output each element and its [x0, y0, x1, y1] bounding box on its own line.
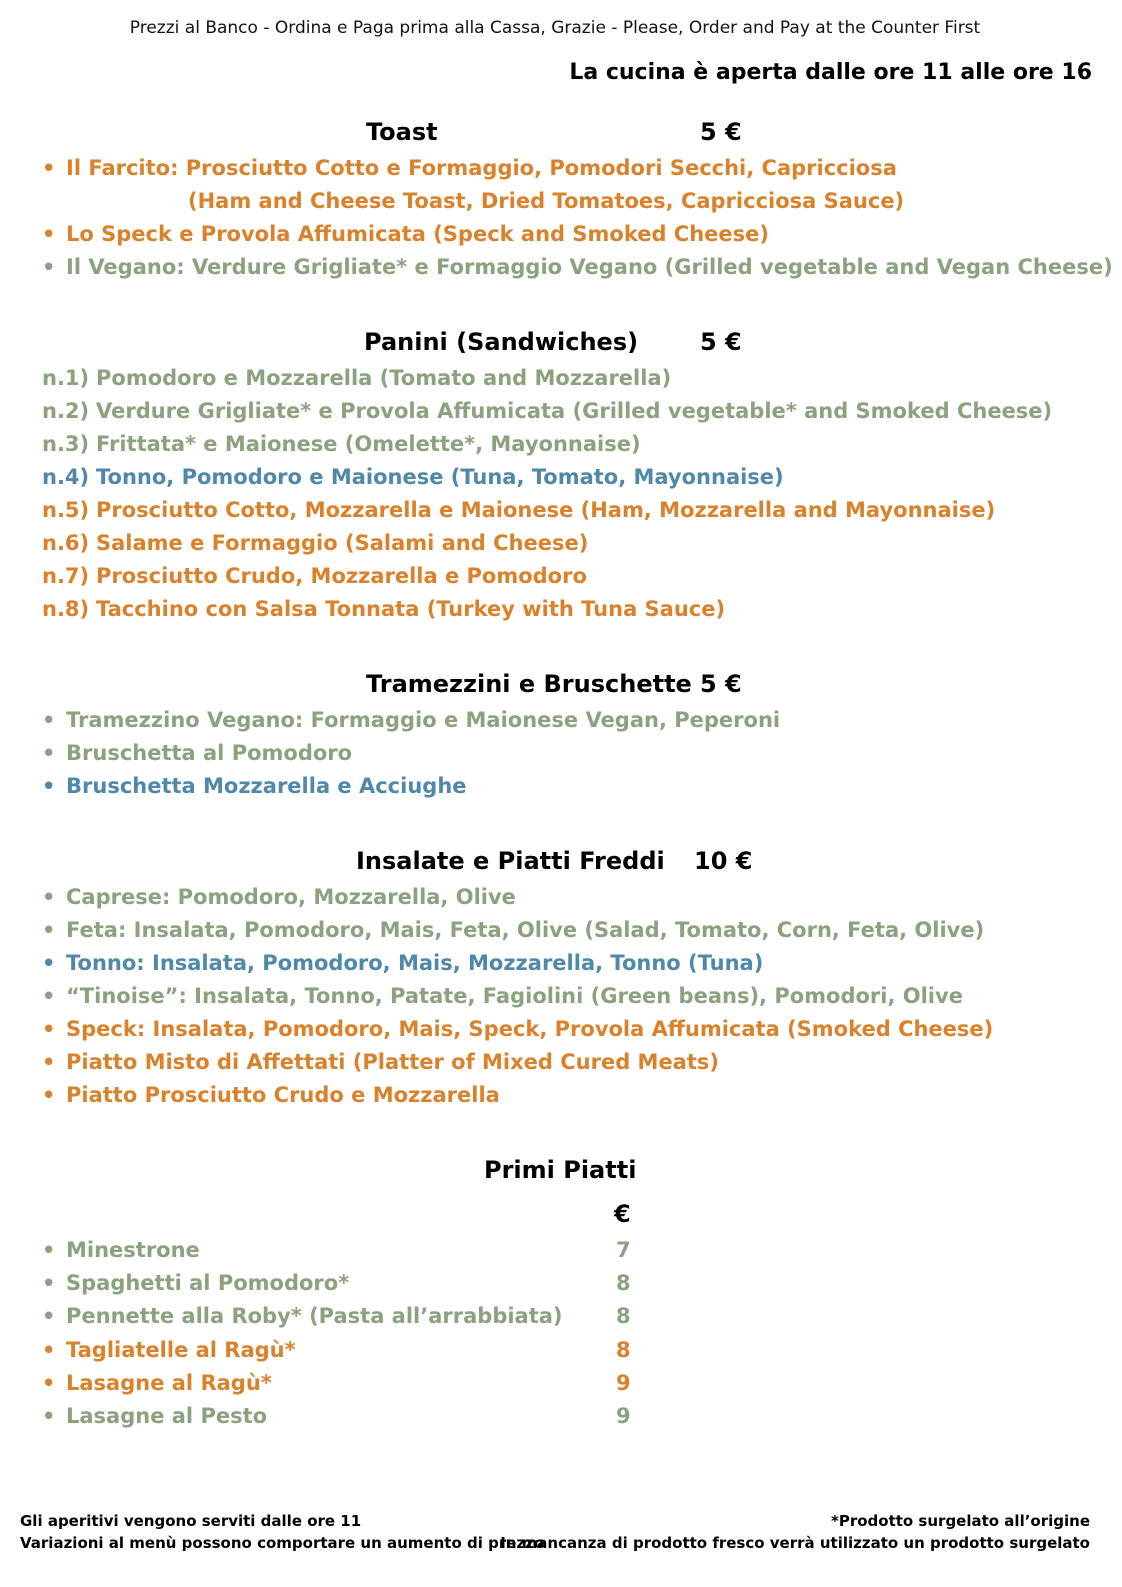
- menu-item-toast-1-translation: (Ham and Cheese Toast, Dried Tomatoes, Capricciosa Sauce): [188, 189, 905, 213]
- order-at-counter-notice: Prezzi al Banco - Ordina e Paga prima alla Cassa, Grazie - Please, Order and Pay at the Counter First: [129, 18, 981, 38]
- menu-item-primo-6-price: 9: [616, 1404, 631, 1428]
- bullet: •: [42, 1050, 56, 1074]
- section-title-tramezzini: Tramezzini e Bruschette: [366, 670, 692, 698]
- menu-item-primo-5: [42, 1369, 272, 1397]
- bullet: •: [42, 918, 56, 942]
- footer-fresh-product-note: In mancanza di prodotto fresco verrà utilizzato un prodotto surgelato: [500, 1534, 1090, 1552]
- item-text: Bruschetta al Pomodoro: [66, 741, 353, 765]
- menu-item-toast-2: [42, 220, 769, 248]
- section-price-panini: 5 €: [700, 328, 742, 356]
- bullet: •: [42, 1404, 56, 1428]
- item-text: Feta: Insalata, Pomodoro, Mais, Feta, Olive (Salad, Tomato, Corn, Feta, Olive): [66, 918, 985, 942]
- bullet: •: [42, 1304, 56, 1328]
- menu-item-primo-1-price: 7: [616, 1238, 631, 1262]
- section-title-insalate: Insalate e Piatti Freddi: [356, 847, 665, 875]
- section-price-toast: 5 €: [700, 118, 742, 146]
- item-text: Tagliatelle al Ragù*: [66, 1338, 296, 1362]
- footer-price-variation-note: Variazioni al menù possono comportare un aumento di prezzo: [20, 1534, 545, 1552]
- item-text: Lasagne al Ragù*: [66, 1371, 272, 1395]
- item-text: Prosciutto Crudo, Mozzarella e Pomodoro: [96, 564, 587, 588]
- menu-item-primo-4: [42, 1336, 296, 1364]
- section-price-tramezzini: 5 €: [700, 670, 742, 698]
- menu-item-insalata-5: [42, 1015, 993, 1043]
- bullet: •: [42, 741, 56, 765]
- item-text: Lasagne al Pesto: [66, 1404, 268, 1428]
- menu-item-panino-1: [42, 364, 671, 392]
- menu-item-tramezzino-2: [42, 739, 352, 767]
- item-number: n.5): [42, 498, 90, 522]
- menu-item-primo-2: [42, 1269, 349, 1297]
- item-text: Minestrone: [66, 1238, 200, 1262]
- item-text: Verdure Grigliate* e Provola Affumicata (Grilled vegetable* and Smoked Cheese): [96, 399, 1053, 423]
- bullet: •: [42, 1017, 56, 1041]
- menu-item-toast-3: [42, 253, 1113, 281]
- item-text: Piatto Misto di Affettati (Platter of Mixed Cured Meats): [66, 1050, 719, 1074]
- bullet: •: [42, 156, 56, 180]
- bullet: •: [42, 1271, 56, 1295]
- item-text: “Tinoise”: Insalata, Tonno, Patate, Fagiolini (Green beans), Pomodori, Olive: [66, 984, 963, 1008]
- menu-item-primo-3-price: 8: [616, 1304, 631, 1328]
- item-text: Tonno: Insalata, Pomodoro, Mais, Mozzarella, Tonno (Tuna): [66, 951, 764, 975]
- menu-item-panino-5: [42, 496, 995, 524]
- menu-item-primo-3: [42, 1302, 563, 1330]
- item-text: Frittata* e Maionese (Omelette*, Mayonnaise): [96, 432, 641, 456]
- item-text: Pomodoro e Mozzarella (Tomato and Mozzarella): [96, 366, 672, 390]
- menu-item-insalata-6: [42, 1048, 719, 1076]
- item-text: Tacchino con Salsa Tonnata (Turkey with Tuna Sauce): [96, 597, 726, 621]
- bullet: •: [42, 1338, 56, 1362]
- item-text: Tonno, Pomodoro e Maionese (Tuna, Tomato, Mayonnaise): [96, 465, 784, 489]
- menu-item-panino-4: [42, 463, 784, 491]
- item-text: Spaghetti al Pomodoro*: [66, 1271, 350, 1295]
- kitchen-hours: La cucina è aperta dalle ore 11 alle ore 16: [569, 60, 1092, 85]
- menu-item-panino-3: [42, 430, 641, 458]
- item-text: Lo Speck e Provola Affumicata (Speck and Smoked Cheese): [66, 222, 769, 246]
- bullet: •: [42, 885, 56, 909]
- menu-item-insalata-3: [42, 949, 763, 977]
- item-number: n.8): [42, 597, 90, 621]
- menu-item-primo-4-price: 8: [616, 1338, 631, 1362]
- item-text: Pennette alla Roby* (Pasta all’arrabbiata): [66, 1304, 563, 1328]
- section-title-primi: Primi Piatti: [484, 1156, 637, 1184]
- menu-item-insalata-2: [42, 916, 984, 944]
- item-text: Piatto Prosciutto Crudo e Mozzarella: [66, 1083, 500, 1107]
- item-text: Speck: Insalata, Pomodoro, Mais, Speck, Provola Affumicata (Smoked Cheese): [66, 1017, 994, 1041]
- bullet: •: [42, 1371, 56, 1395]
- menu-item-primo-2-price: 8: [616, 1271, 631, 1295]
- menu-item-insalata-1: [42, 883, 516, 911]
- bullet: •: [42, 1083, 56, 1107]
- menu-item-panino-7: [42, 562, 587, 590]
- item-text: Il Farcito: Prosciutto Cotto e Formaggio, Pomodori Secchi, Capricciosa: [66, 156, 897, 180]
- bullet: •: [42, 984, 56, 1008]
- bullet: •: [42, 708, 56, 732]
- bullet: •: [42, 1238, 56, 1262]
- menu-item-tramezzino-1: [42, 706, 780, 734]
- bullet: •: [42, 222, 56, 246]
- menu-item-primo-5-price: 9: [616, 1371, 631, 1395]
- item-text: Bruschetta Mozzarella e Acciughe: [66, 774, 467, 798]
- menu-item-primo-6: [42, 1402, 267, 1430]
- menu-item-toast-1: [42, 154, 897, 182]
- item-text: Prosciutto Cotto, Mozzarella e Maionese (Ham, Mozzarella and Mayonnaise): [96, 498, 996, 522]
- item-number: n.2): [42, 399, 90, 423]
- section-price-insalate: 10 €: [694, 847, 753, 875]
- item-number: n.4): [42, 465, 90, 489]
- bullet: •: [42, 951, 56, 975]
- menu-item-primo-1: [42, 1236, 200, 1264]
- item-text: Il Vegano: Verdure Grigliate* e Formaggio Vegano (Grilled vegetable and Vegan Cheese): [66, 255, 1113, 279]
- item-text: Caprese: Pomodoro, Mozzarella, Olive: [66, 885, 516, 909]
- menu-item-insalata-4: [42, 982, 963, 1010]
- bullet: •: [42, 774, 56, 798]
- item-number: n.3): [42, 432, 90, 456]
- bullet: •: [42, 255, 56, 279]
- item-number: n.1): [42, 366, 90, 390]
- item-number: n.7): [42, 564, 90, 588]
- menu-item-insalata-7: [42, 1081, 500, 1109]
- menu-item-panino-8: [42, 595, 725, 623]
- section-title-panini: Panini (Sandwiches): [364, 328, 639, 356]
- footer-frozen-product-note: *Prodotto surgelato all’origine: [830, 1512, 1090, 1530]
- primi-currency-header: €: [614, 1200, 631, 1228]
- footer-aperitivi-note: Gli aperitivi vengono serviti dalle ore 11: [20, 1512, 362, 1530]
- item-text: Tramezzino Vegano: Formaggio e Maionese Vegan, Peperoni: [66, 708, 781, 732]
- menu-item-panino-2: [42, 397, 1052, 425]
- item-text: Salame e Formaggio (Salami and Cheese): [96, 531, 589, 555]
- menu-item-tramezzino-3: [42, 772, 467, 800]
- item-number: n.6): [42, 531, 90, 555]
- section-title-toast: Toast: [366, 118, 438, 146]
- menu-item-panino-6: [42, 529, 588, 557]
